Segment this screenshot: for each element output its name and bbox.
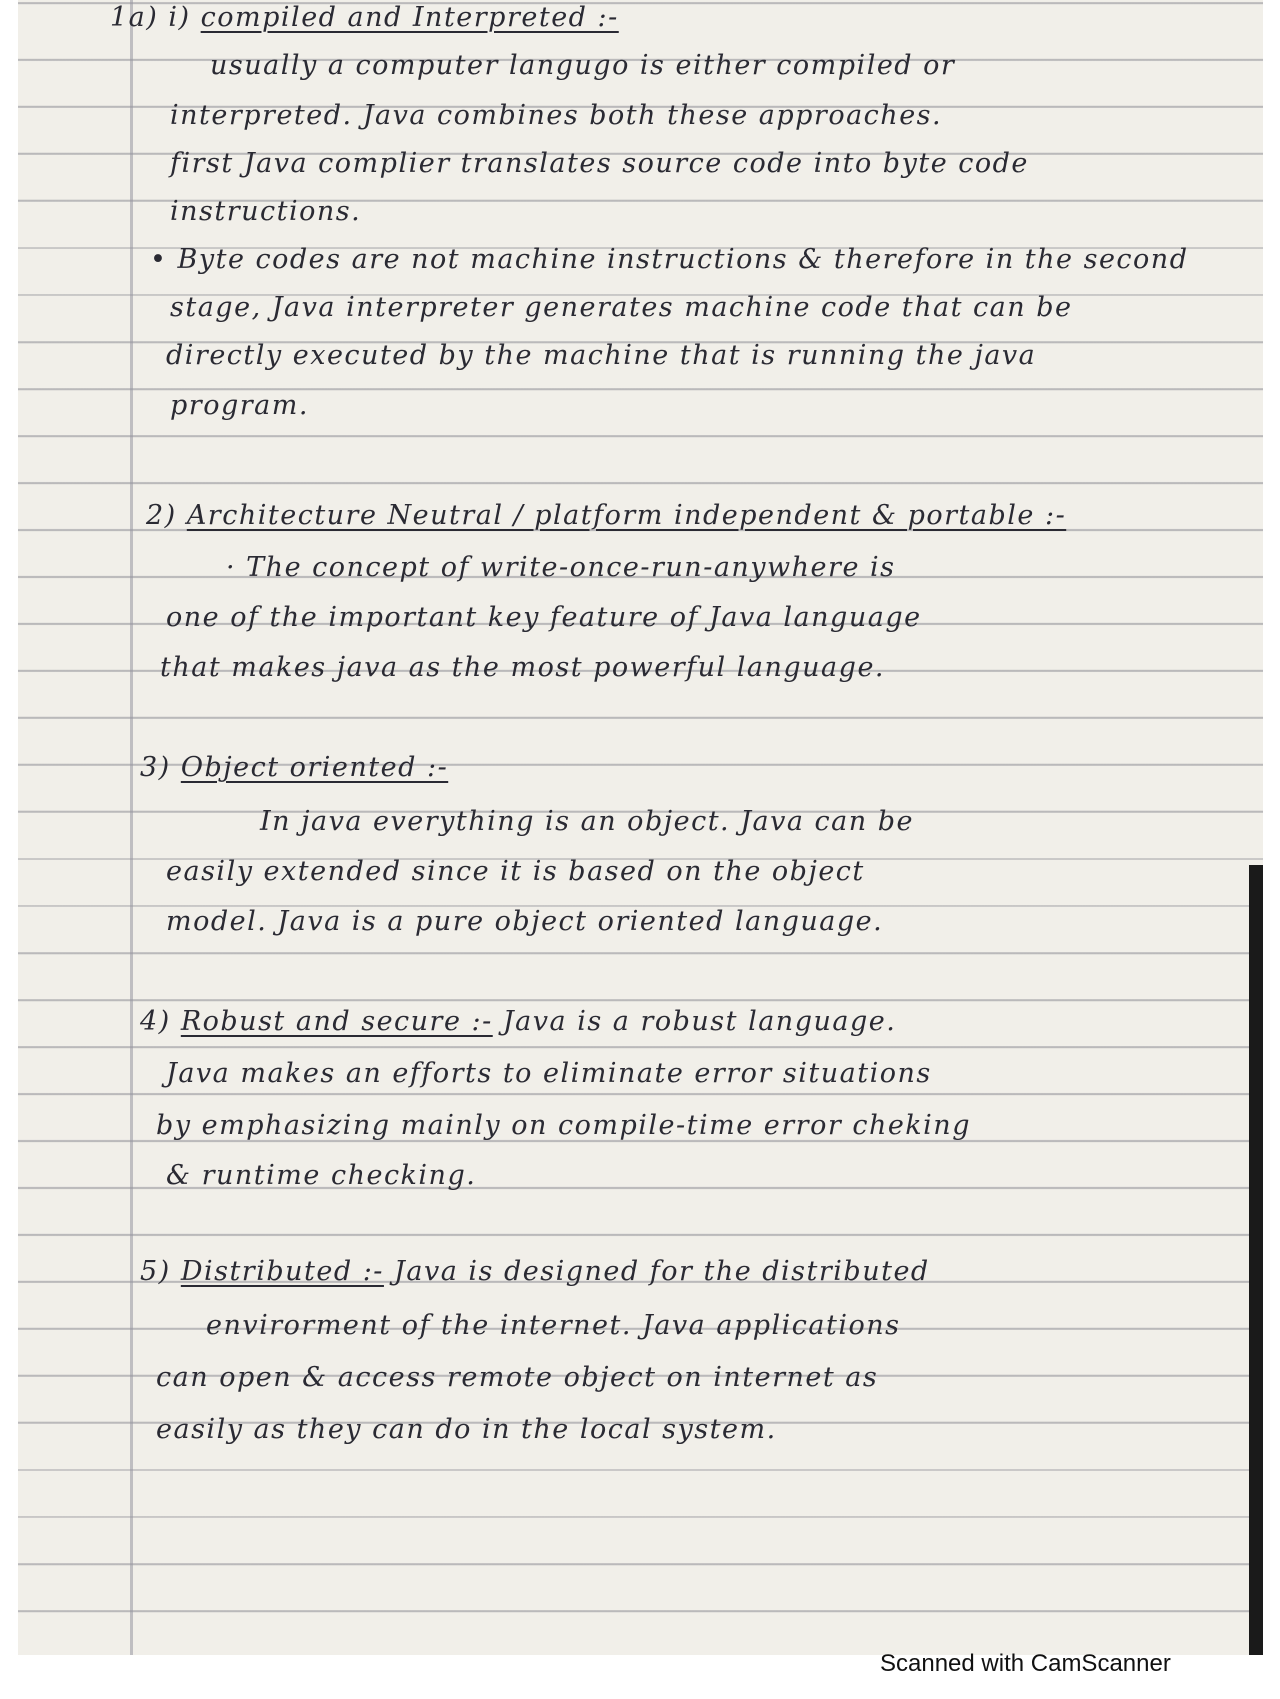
section-2-line-3: that makes java as the most powerful language. [160,652,886,683]
section-5-line-2: can open & access remote object on internet as [156,1362,879,1393]
section-4-heading-rest: Java is a robust language. [502,1006,897,1037]
section-4-line-3: & runtime checking. [166,1160,477,1191]
section-5-line-1: envirorment of the internet. Java applications [206,1310,901,1341]
section-1-line-8: program. [170,390,309,421]
section-5-number: 5) [140,1256,171,1287]
section-3-number: 3) [140,752,171,783]
section-1-number: 1a) i) [110,2,191,33]
section-4-title: Robust and secure :- [180,1006,493,1037]
margin-line [130,0,133,1655]
section-2-line-2: one of the important key feature of Java language [166,602,922,633]
scanner-watermark: Scanned with CamScanner [880,1650,1171,1677]
section-2-number: 2) [146,500,177,531]
section-1-line-4: instructions. [170,196,362,227]
section-5-title: Distributed :- [180,1256,384,1287]
section-1-line-3: first Java complier translates source code into byte code [170,148,1029,179]
section-1-heading [110,2,619,33]
section-4-line-1: Java makes an efforts to eliminate error situations [166,1058,932,1089]
section-1-line-6: stage, Java interpreter generates machine code that can be [170,292,1073,323]
section-1-line-7: directly executed by the machine that is running the java [166,340,1037,371]
section-3-heading [140,752,448,783]
section-3-line-2: easily extended since it is based on the object [166,856,865,887]
section-2-title: Architecture Neutral / platform independent & portable :- [186,500,1067,531]
section-5-line-3: easily as they can do in the local system. [156,1414,777,1445]
section-5-heading [140,1256,930,1287]
section-4-heading [140,1006,896,1037]
section-4-number: 4) [140,1006,171,1037]
section-3-line-3: model. Java is a pure object oriented language. [166,906,884,937]
section-3-title: Object oriented :- [180,752,449,783]
section-1-title: compiled and Interpreted :- [200,2,619,33]
section-3-line-1: In java everything is an object. Java can be [260,806,915,837]
notebook-paper [18,0,1263,1655]
page-edge-shadow [1249,865,1263,1655]
section-2-heading [146,500,1066,531]
section-4-line-2: by emphasizing mainly on compile-time error cheking [156,1110,971,1141]
section-2-line-1: · The concept of write-once-run-anywhere is [226,552,896,583]
section-1-line-5: • Byte codes are not machine instructions & therefore in the second [150,244,1189,275]
section-5-heading-rest: Java is designed for the distributed [394,1256,930,1287]
section-1-line-2: interpreted. Java combines both these approaches. [170,100,943,131]
section-1-line-1: usually a computer langugo is either compiled or [210,50,956,81]
